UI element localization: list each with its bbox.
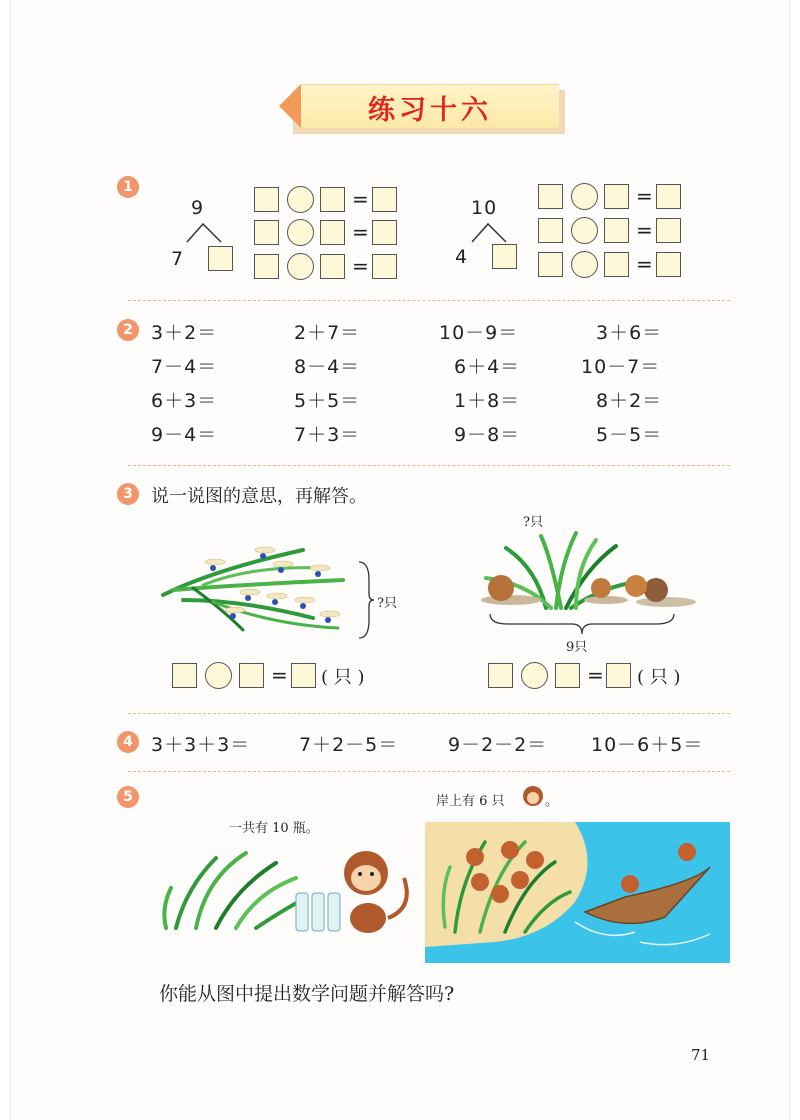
arithmetic-item: 6＋3＝ xyxy=(151,390,218,412)
bottles-caption: 一共有 10 瓶。 xyxy=(229,821,319,836)
arithmetic-item: 10－7＝ xyxy=(581,356,661,378)
answer-box[interactable] xyxy=(291,663,316,688)
arithmetic-item: 7－4＝ xyxy=(151,356,218,378)
banner-arrow-icon xyxy=(279,84,301,128)
page-title: 练习十六 xyxy=(368,95,492,126)
decompose-total-left: 9 xyxy=(191,197,205,219)
operator-circle[interactable] xyxy=(287,186,314,213)
snail-total-label: 9只 xyxy=(566,640,588,655)
arithmetic-item: 6＋4＝ xyxy=(454,356,521,378)
split-lines-left xyxy=(181,220,231,244)
bottom-brace-icon xyxy=(488,612,676,636)
section-3-prompt: 说一说图的意思，再解答。 xyxy=(151,486,367,507)
equals-sign: = xyxy=(636,184,653,208)
page-number: 71 xyxy=(691,1046,711,1064)
section-divider xyxy=(128,300,730,301)
operator-circle[interactable] xyxy=(205,662,232,689)
shore-caption: 岸上有 6 只 xyxy=(436,794,505,809)
equals-sign: = xyxy=(636,218,653,242)
arithmetic-item: 7＋2－5＝ xyxy=(299,734,399,756)
answer-box[interactable] xyxy=(320,220,345,245)
section-number-2: 2 xyxy=(117,319,139,341)
answer-box[interactable] xyxy=(254,254,279,279)
answer-box[interactable] xyxy=(488,663,513,688)
section-number-3: 3 xyxy=(117,483,139,505)
arithmetic-item: 3＋3＋3＝ xyxy=(151,734,251,756)
shore-boat-illustration xyxy=(425,822,730,963)
arithmetic-item: 8＋2＝ xyxy=(596,390,663,412)
split-lines-right xyxy=(466,220,516,244)
section-divider xyxy=(128,713,730,714)
answer-box[interactable] xyxy=(254,187,279,212)
section-number-1: 1 xyxy=(117,176,139,198)
decompose-total-right: 10 xyxy=(471,197,498,219)
answer-box[interactable] xyxy=(372,220,397,245)
arithmetic-item: 9－2－2＝ xyxy=(448,734,548,756)
operator-circle[interactable] xyxy=(521,662,548,689)
arithmetic-item: 3＋2＝ xyxy=(151,322,218,344)
arithmetic-item: 2＋7＝ xyxy=(294,322,361,344)
bottles-monkey-illustration xyxy=(156,838,416,938)
monkey-icon xyxy=(521,784,545,808)
arithmetic-item: 10－9＝ xyxy=(439,322,519,344)
answer-box[interactable] xyxy=(372,254,397,279)
shore-caption-end: 。 xyxy=(545,794,559,809)
answer-box[interactable] xyxy=(538,218,563,243)
answer-box[interactable] xyxy=(555,663,580,688)
answer-box[interactable] xyxy=(604,184,629,209)
equals-sign: = xyxy=(271,663,288,687)
answer-box[interactable] xyxy=(239,663,264,688)
equals-sign: = xyxy=(587,663,604,687)
decompose-part-left: 7 xyxy=(171,248,185,270)
right-brace-icon xyxy=(357,560,375,640)
equals-sign: = xyxy=(352,220,369,244)
decompose-blank-left[interactable] xyxy=(208,246,233,271)
answer-box[interactable] xyxy=(320,254,345,279)
operator-circle[interactable] xyxy=(287,253,314,280)
operator-circle[interactable] xyxy=(287,219,314,246)
unit-label: ( 只 ) xyxy=(321,667,365,688)
answer-box[interactable] xyxy=(656,218,681,243)
equals-sign: = xyxy=(352,187,369,211)
operator-circle[interactable] xyxy=(571,251,598,278)
operator-circle[interactable] xyxy=(571,217,598,244)
snail-top-label: ?只 xyxy=(523,515,543,530)
section-divider xyxy=(128,465,730,466)
section-divider xyxy=(128,771,730,772)
equals-sign: = xyxy=(352,254,369,278)
operator-circle[interactable] xyxy=(571,183,598,210)
section-number-4: 4 xyxy=(117,731,139,753)
answer-box[interactable] xyxy=(656,252,681,277)
decompose-part-right: 4 xyxy=(455,246,469,268)
arithmetic-item: 10－6＋5＝ xyxy=(591,734,704,756)
answer-box[interactable] xyxy=(372,187,397,212)
dragonfly-grass-illustration xyxy=(153,540,353,640)
answer-box[interactable] xyxy=(604,252,629,277)
section-number-5: 5 xyxy=(117,786,139,808)
unit-label: ( 只 ) xyxy=(637,667,681,688)
answer-box[interactable] xyxy=(604,218,629,243)
arithmetic-item: 9－8＝ xyxy=(454,424,521,446)
answer-box[interactable] xyxy=(656,184,681,209)
arithmetic-item: 1＋8＝ xyxy=(454,390,521,412)
answer-box[interactable] xyxy=(320,187,345,212)
section-5-question: 你能从图中提出数学问题并解答吗? xyxy=(159,983,455,1005)
answer-box[interactable] xyxy=(254,220,279,245)
equals-sign: = xyxy=(636,252,653,276)
arithmetic-item: 8－4＝ xyxy=(294,356,361,378)
answer-box[interactable] xyxy=(538,184,563,209)
arithmetic-item: 5＋5＝ xyxy=(294,390,361,412)
answer-box[interactable] xyxy=(538,252,563,277)
answer-box[interactable] xyxy=(606,663,631,688)
decompose-blank-right[interactable] xyxy=(492,244,517,269)
arithmetic-item: 5－5＝ xyxy=(596,424,663,446)
snail-grass-illustration xyxy=(466,528,706,613)
arithmetic-item: 9－4＝ xyxy=(151,424,218,446)
textbook-page xyxy=(10,0,790,1120)
arithmetic-item: 7＋3＝ xyxy=(294,424,361,446)
arithmetic-item: 3＋6＝ xyxy=(596,322,663,344)
answer-box[interactable] xyxy=(172,663,197,688)
dragonfly-unknown-label: ?只 xyxy=(377,596,397,611)
title-banner xyxy=(279,84,567,134)
